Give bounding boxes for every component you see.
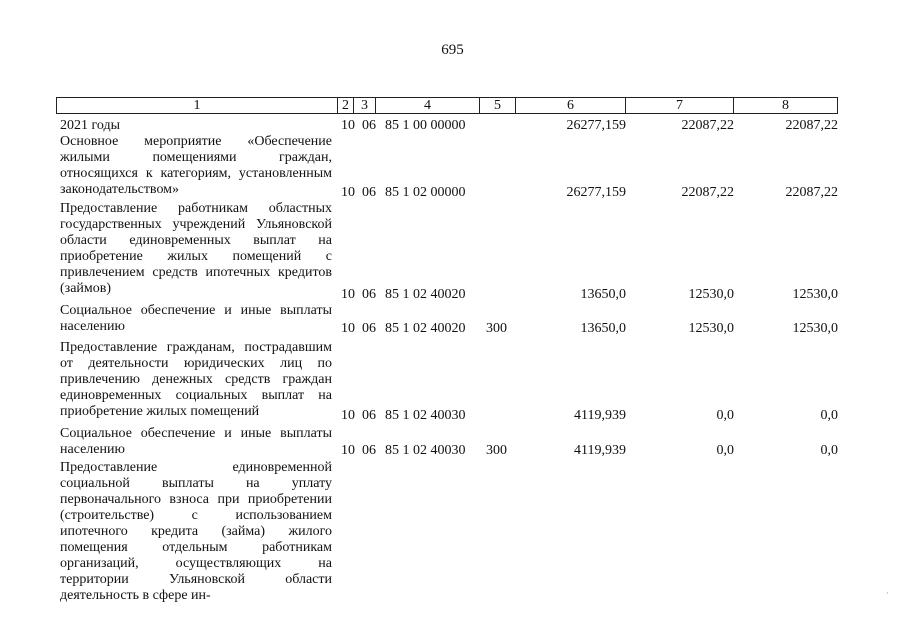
row-description: Социальное обеспечение и иные выплаты населению bbox=[60, 303, 332, 334]
header-col-2: 2 bbox=[338, 97, 354, 114]
header-col-8: 8 bbox=[734, 97, 838, 114]
row-value-col7: 0,0 bbox=[716, 408, 734, 423]
row-value-col8: 22087,22 bbox=[785, 185, 838, 200]
row-value-col7: 0,0 bbox=[716, 443, 734, 458]
header-col-3: 3 bbox=[354, 97, 376, 114]
row-subsection: 06 bbox=[362, 118, 376, 133]
header-col-7: 7 bbox=[626, 97, 734, 114]
row-value-col7: 22087,22 bbox=[681, 118, 734, 133]
row-subsection: 06 bbox=[362, 321, 376, 336]
table-row bbox=[56, 118, 838, 134]
row-value-col6: 26277,159 bbox=[566, 118, 626, 133]
row-description: Основное мероприятие «Обеспечение жилыми помещениями граждан, относящихся к категориям, установленным законодательством» bbox=[60, 134, 332, 197]
row-expense-type: 300 bbox=[486, 321, 507, 336]
row-section: 10 bbox=[341, 118, 355, 133]
table-row bbox=[56, 134, 838, 201]
table-header bbox=[56, 97, 838, 114]
row-target-article: 85 1 02 40030 bbox=[385, 443, 466, 458]
row-value-col8: 0,0 bbox=[820, 443, 838, 458]
row-subsection: 06 bbox=[362, 287, 376, 302]
row-value-col7: 12530,0 bbox=[688, 321, 734, 336]
row-value-col6: 13650,0 bbox=[580, 321, 626, 336]
table-row bbox=[56, 303, 838, 337]
table-row bbox=[56, 460, 838, 603]
header-col-5: 5 bbox=[480, 97, 516, 114]
row-target-article: 85 1 00 00000 bbox=[385, 118, 466, 133]
row-target-article: 85 1 02 00000 bbox=[385, 185, 466, 200]
table-row bbox=[56, 426, 838, 459]
row-value-col6: 26277,159 bbox=[566, 185, 626, 200]
row-subsection: 06 bbox=[362, 185, 376, 200]
row-target-article: 85 1 02 40030 bbox=[385, 408, 466, 423]
row-description: 2021 годы bbox=[60, 118, 121, 133]
row-value-col8: 12530,0 bbox=[792, 287, 838, 302]
row-target-article: 85 1 02 40020 bbox=[385, 287, 466, 302]
row-expense-type: 300 bbox=[486, 443, 507, 458]
page-number: 695 bbox=[441, 42, 464, 58]
header-col-1: 1 bbox=[56, 97, 338, 114]
row-subsection: 06 bbox=[362, 408, 376, 423]
row-value-col8: 0,0 bbox=[820, 408, 838, 423]
row-value-col8: 12530,0 bbox=[792, 321, 838, 336]
row-value-col8: 22087,22 bbox=[785, 118, 838, 133]
row-section: 10 bbox=[341, 287, 355, 302]
row-value-col7: 12530,0 bbox=[688, 287, 734, 302]
row-target-article: 85 1 02 40020 bbox=[385, 321, 466, 336]
row-section: 10 bbox=[341, 408, 355, 423]
scan-artifact: · bbox=[886, 588, 889, 598]
row-description: Предоставление гражданам, пострадавшим от деятельности юридических лиц по привлечению денежных средств граждан единовременных социальных выплат на приобретение жилых помещений bbox=[60, 340, 332, 419]
row-value-col6: 4119,939 bbox=[574, 408, 626, 423]
row-value-col6: 13650,0 bbox=[580, 287, 626, 302]
row-value-col7: 22087,22 bbox=[681, 185, 734, 200]
row-description: Социальное обеспечение и иные выплаты населению bbox=[60, 426, 332, 457]
row-description: Предоставление работникам областных государственных учреждений Ульяновской области единовременных выплат на приобретение жилых помещений с привлечением средств ипотечных кредитов (займов) bbox=[60, 201, 332, 296]
row-subsection: 06 bbox=[362, 443, 376, 458]
row-section: 10 bbox=[341, 185, 355, 200]
table-row bbox=[56, 201, 838, 303]
row-section: 10 bbox=[341, 321, 355, 336]
row-section: 10 bbox=[341, 443, 355, 458]
row-value-col6: 4119,939 bbox=[574, 443, 626, 458]
row-description: Предоставление единовременной социальной выплаты на уплату первоначального взноса при приобретении (строительстве) с использованием ипотечного кредита (займа) жилого помещения отдельным работникам организаций, осуществляющих на территории Ульяновской области деятельность в сфере ин- bbox=[60, 460, 332, 603]
header-col-6: 6 bbox=[516, 97, 626, 114]
header-col-4: 4 bbox=[376, 97, 480, 114]
table-row bbox=[56, 340, 838, 424]
